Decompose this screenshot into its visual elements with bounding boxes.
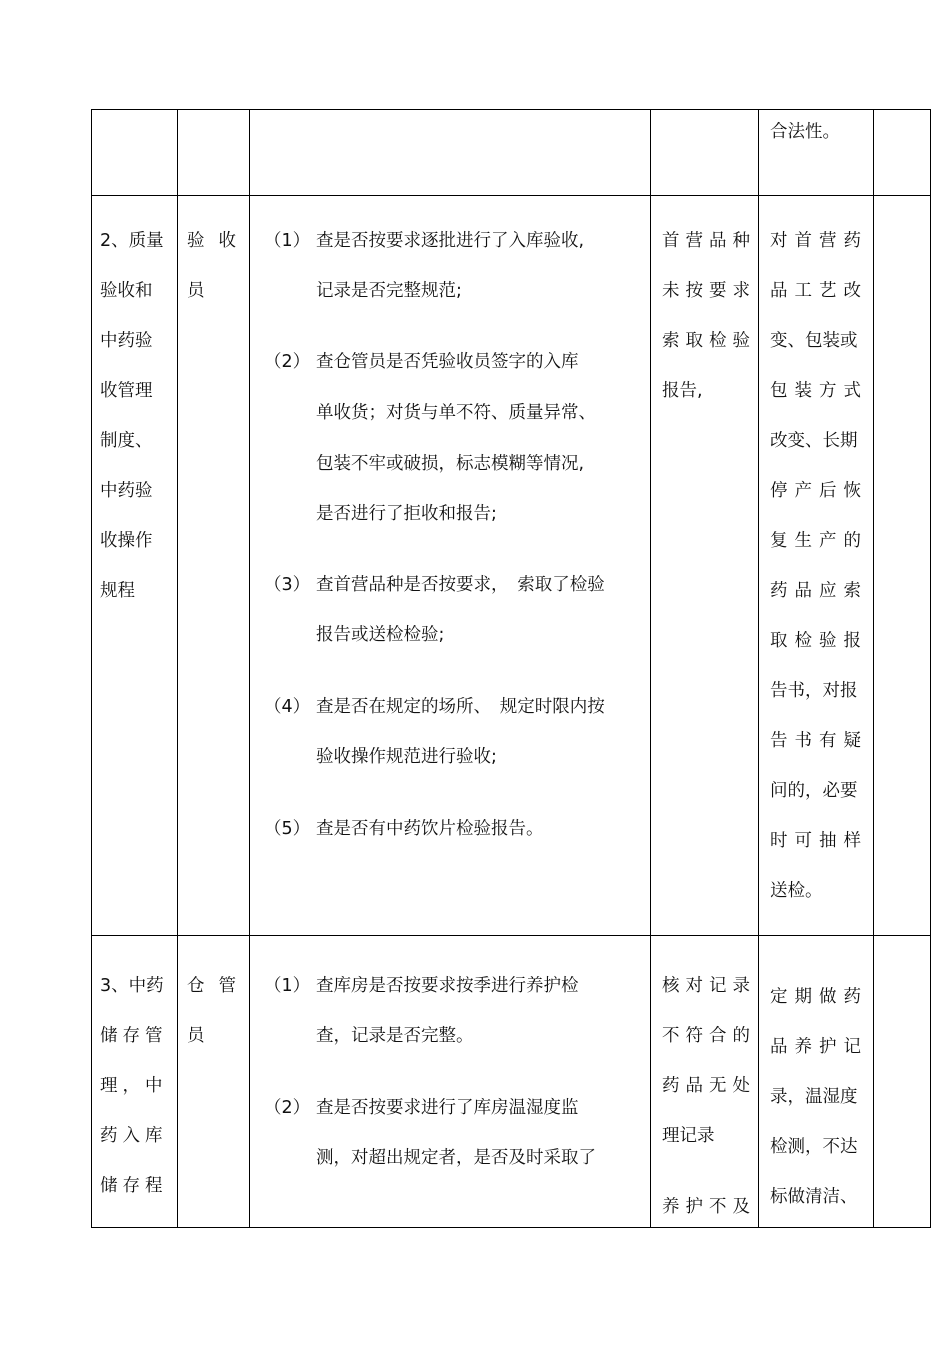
table-bottom-border <box>91 1227 931 1228</box>
row2-issue-line: 首营品种 <box>662 231 756 251</box>
row2-item-line: 验收和 <box>100 281 153 301</box>
row-divider-1 <box>91 195 931 196</box>
row2-item-line: 中药验 <box>100 481 153 501</box>
row2-item-line: 中药验 <box>100 331 153 351</box>
col-line-1 <box>177 109 178 1228</box>
row2-note-line: 品工艺改 <box>770 281 868 301</box>
check-line: 查库房是否按要求按季进行养护检 <box>316 976 579 996</box>
row2-item-line: 收操作 <box>100 531 153 551</box>
row3-item-line: 储存程 <box>100 1176 168 1196</box>
carry-over-note: 合法性。 <box>770 122 840 142</box>
row3-note-line: 录，温湿度 <box>770 1087 858 1107</box>
check-number: （2） <box>264 1098 311 1118</box>
check-line: 查仓管员是否凭验收员签字的入库 <box>316 352 579 372</box>
col-line-4 <box>758 109 759 1228</box>
check-line: 单收货；对货与单不符、质量异常、 <box>316 403 596 423</box>
row2-note-line: 对首营药 <box>770 231 868 251</box>
row2-note-line: 时可抽样 <box>770 831 868 851</box>
row3-note-line: 品养护记 <box>770 1037 868 1057</box>
check-line: 验收操作规范进行验收; <box>316 747 497 767</box>
check-number: （3） <box>264 575 311 595</box>
col-line-5 <box>873 109 874 1228</box>
row3-item-line: 药入库 <box>100 1126 168 1146</box>
check-line: 查是否有中药饮片检验报告。 <box>316 819 544 839</box>
check-number: （2） <box>264 352 311 372</box>
row2-item-line: 规程 <box>100 581 135 601</box>
row3-note-line: 检测，不达 <box>770 1137 858 1157</box>
row2-note-line: 药品应索 <box>770 581 868 601</box>
row3-item-line: 理，中 <box>100 1076 168 1096</box>
check-line: 是否进行了拒收和报告; <box>316 504 497 524</box>
row-divider-2 <box>91 935 931 936</box>
row3-issue-line: 理记录 <box>662 1126 715 1146</box>
check-number: （5） <box>264 819 311 839</box>
row2-note-line: 包装方式 <box>770 381 868 401</box>
check-number: （1） <box>264 976 311 996</box>
check-line: 包装不牢或破损，标志模糊等情况, <box>316 454 585 474</box>
row2-note-line: 复生产的 <box>770 531 868 551</box>
row2-issue-line: 索取检验 <box>662 331 756 351</box>
row2-item-line: 收管理 <box>100 381 153 401</box>
check-line: 报告或送检检验; <box>316 625 445 645</box>
row3-role-line: 员 <box>187 1026 205 1046</box>
row2-role-line: 验收 <box>187 231 250 251</box>
row3-note-line: 定期做药 <box>770 987 868 1007</box>
check-line: 查首营品种是否按要求， 索取了检验 <box>316 575 605 595</box>
row2-item-line: 制度、 <box>100 431 153 451</box>
row2-note-line: 改变、长期 <box>770 431 858 451</box>
row2-note-line: 问的，必要 <box>770 781 858 801</box>
col-line-6 <box>930 109 931 1228</box>
check-number: （1） <box>264 231 311 251</box>
row2-item-line: 2、质量 <box>100 231 164 251</box>
check-line: 查是否在规定的场所、 规定时限内按 <box>316 697 605 717</box>
col-line-3 <box>650 109 651 1228</box>
row3-note-line: 标做清洁、 <box>770 1187 858 1207</box>
col-line-0 <box>91 109 92 1228</box>
row2-note-line: 变、包装或 <box>770 331 858 351</box>
table-top-border <box>91 109 931 110</box>
row3-issue-line: 核对记录 <box>662 976 756 996</box>
row3-item-line: 3、中药 <box>100 976 164 996</box>
row2-note-line: 停产后恢 <box>770 481 868 501</box>
check-number: （4） <box>264 697 311 717</box>
row3-issue-line: 药品无处 <box>662 1076 756 1096</box>
check-line: 查，记录是否完整。 <box>316 1026 474 1046</box>
row2-note-line: 送检。 <box>770 881 823 901</box>
row2-note-line: 取检验报 <box>770 631 868 651</box>
row2-role-line: 员 <box>187 281 205 301</box>
row2-note-line: 告书有疑 <box>770 731 868 751</box>
col-line-2 <box>249 109 250 1228</box>
row2-issue-line: 报告, <box>662 381 703 401</box>
check-line: 记录是否完整规范; <box>316 281 462 301</box>
row2-issue-line: 未按要求 <box>662 281 756 301</box>
check-line: 测，对超出规定者，是否及时采取了 <box>316 1148 596 1168</box>
check-line: 查是否按要求进行了库房温湿度监 <box>316 1098 579 1118</box>
row3-issue-line: 不符合的 <box>662 1026 756 1046</box>
row3-item-line: 储存管 <box>100 1026 168 1046</box>
row2-note-line: 告书，对报 <box>770 681 858 701</box>
row3-issue-line: 养护不及 <box>662 1197 756 1217</box>
row3-role-line: 仓管 <box>187 976 250 996</box>
check-line: 查是否按要求逐批进行了入库验收, <box>316 231 585 251</box>
